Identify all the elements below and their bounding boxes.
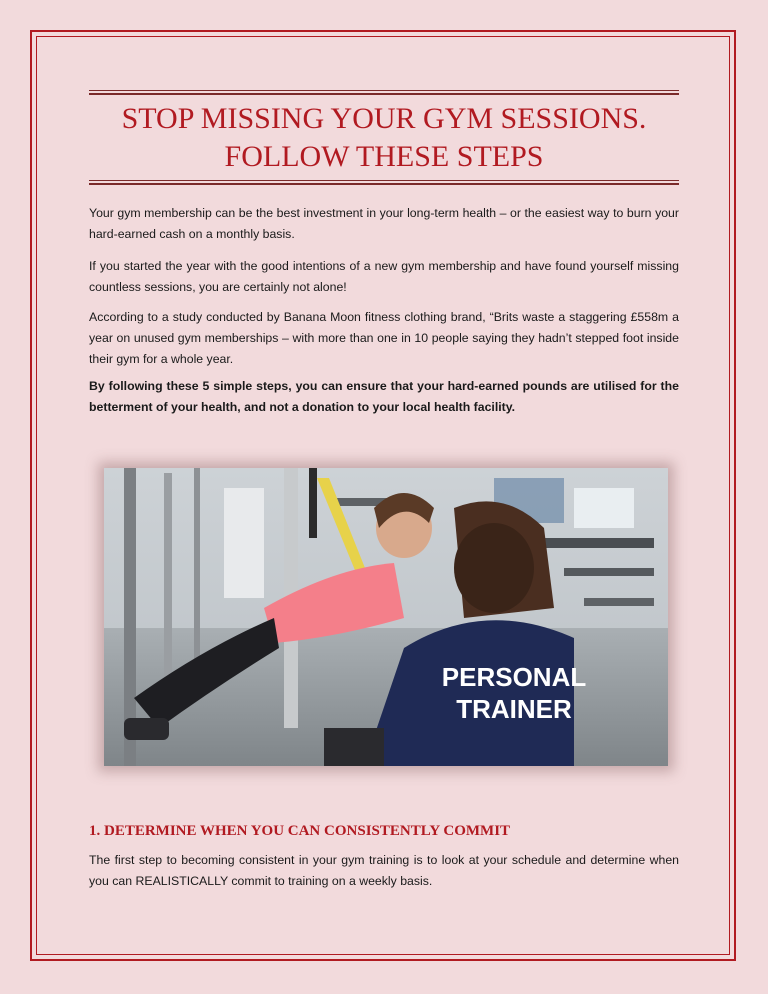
title-rule-top xyxy=(89,90,679,95)
section-1-heading: 1. DETERMINE WHEN YOU CAN CONSISTENTLY COMMIT xyxy=(89,823,511,839)
gym-photo xyxy=(104,468,668,766)
page-title xyxy=(89,100,679,176)
title-rule-bottom xyxy=(89,180,679,185)
paragraph-3: According to a study conducted by Banana Moon fitness clothing brand, “Brits waste a staggering £558m a year on unused gym memberships – with more than one in 10 people saying they hadn’t stepped foot inside their gym for a whole year. xyxy=(89,310,679,366)
shirt-text-personal: PERSONAL xyxy=(441,662,587,692)
shirt-text-trainer: TRAINER xyxy=(456,694,572,724)
title-line-1: STOP MISSING YOUR GYM SESSIONS. xyxy=(121,102,647,135)
section-1-text: The first step to becoming consistent in your gym training is to look at your schedule and determine when you can REALISTICALLY commit to training on a weekly basis. xyxy=(89,853,679,888)
intro-paragraph: Your gym membership can be the best investment in your long-term health – or the easiest way to burn your hard-earned cash on a monthly basis. xyxy=(89,206,679,241)
paragraph-4-bold: By following these 5 simple steps, you can ensure that your hard-earned pounds are utilised for the betterment of your health, and not a donation to your local health facility. xyxy=(89,379,679,414)
paragraph-2: If you started the year with the good intentions of a new gym membership and have found yourself missing countless sessions, you are certainly not alone! xyxy=(89,259,679,294)
title-line-2: FOLLOW THESE STEPS xyxy=(224,140,544,173)
